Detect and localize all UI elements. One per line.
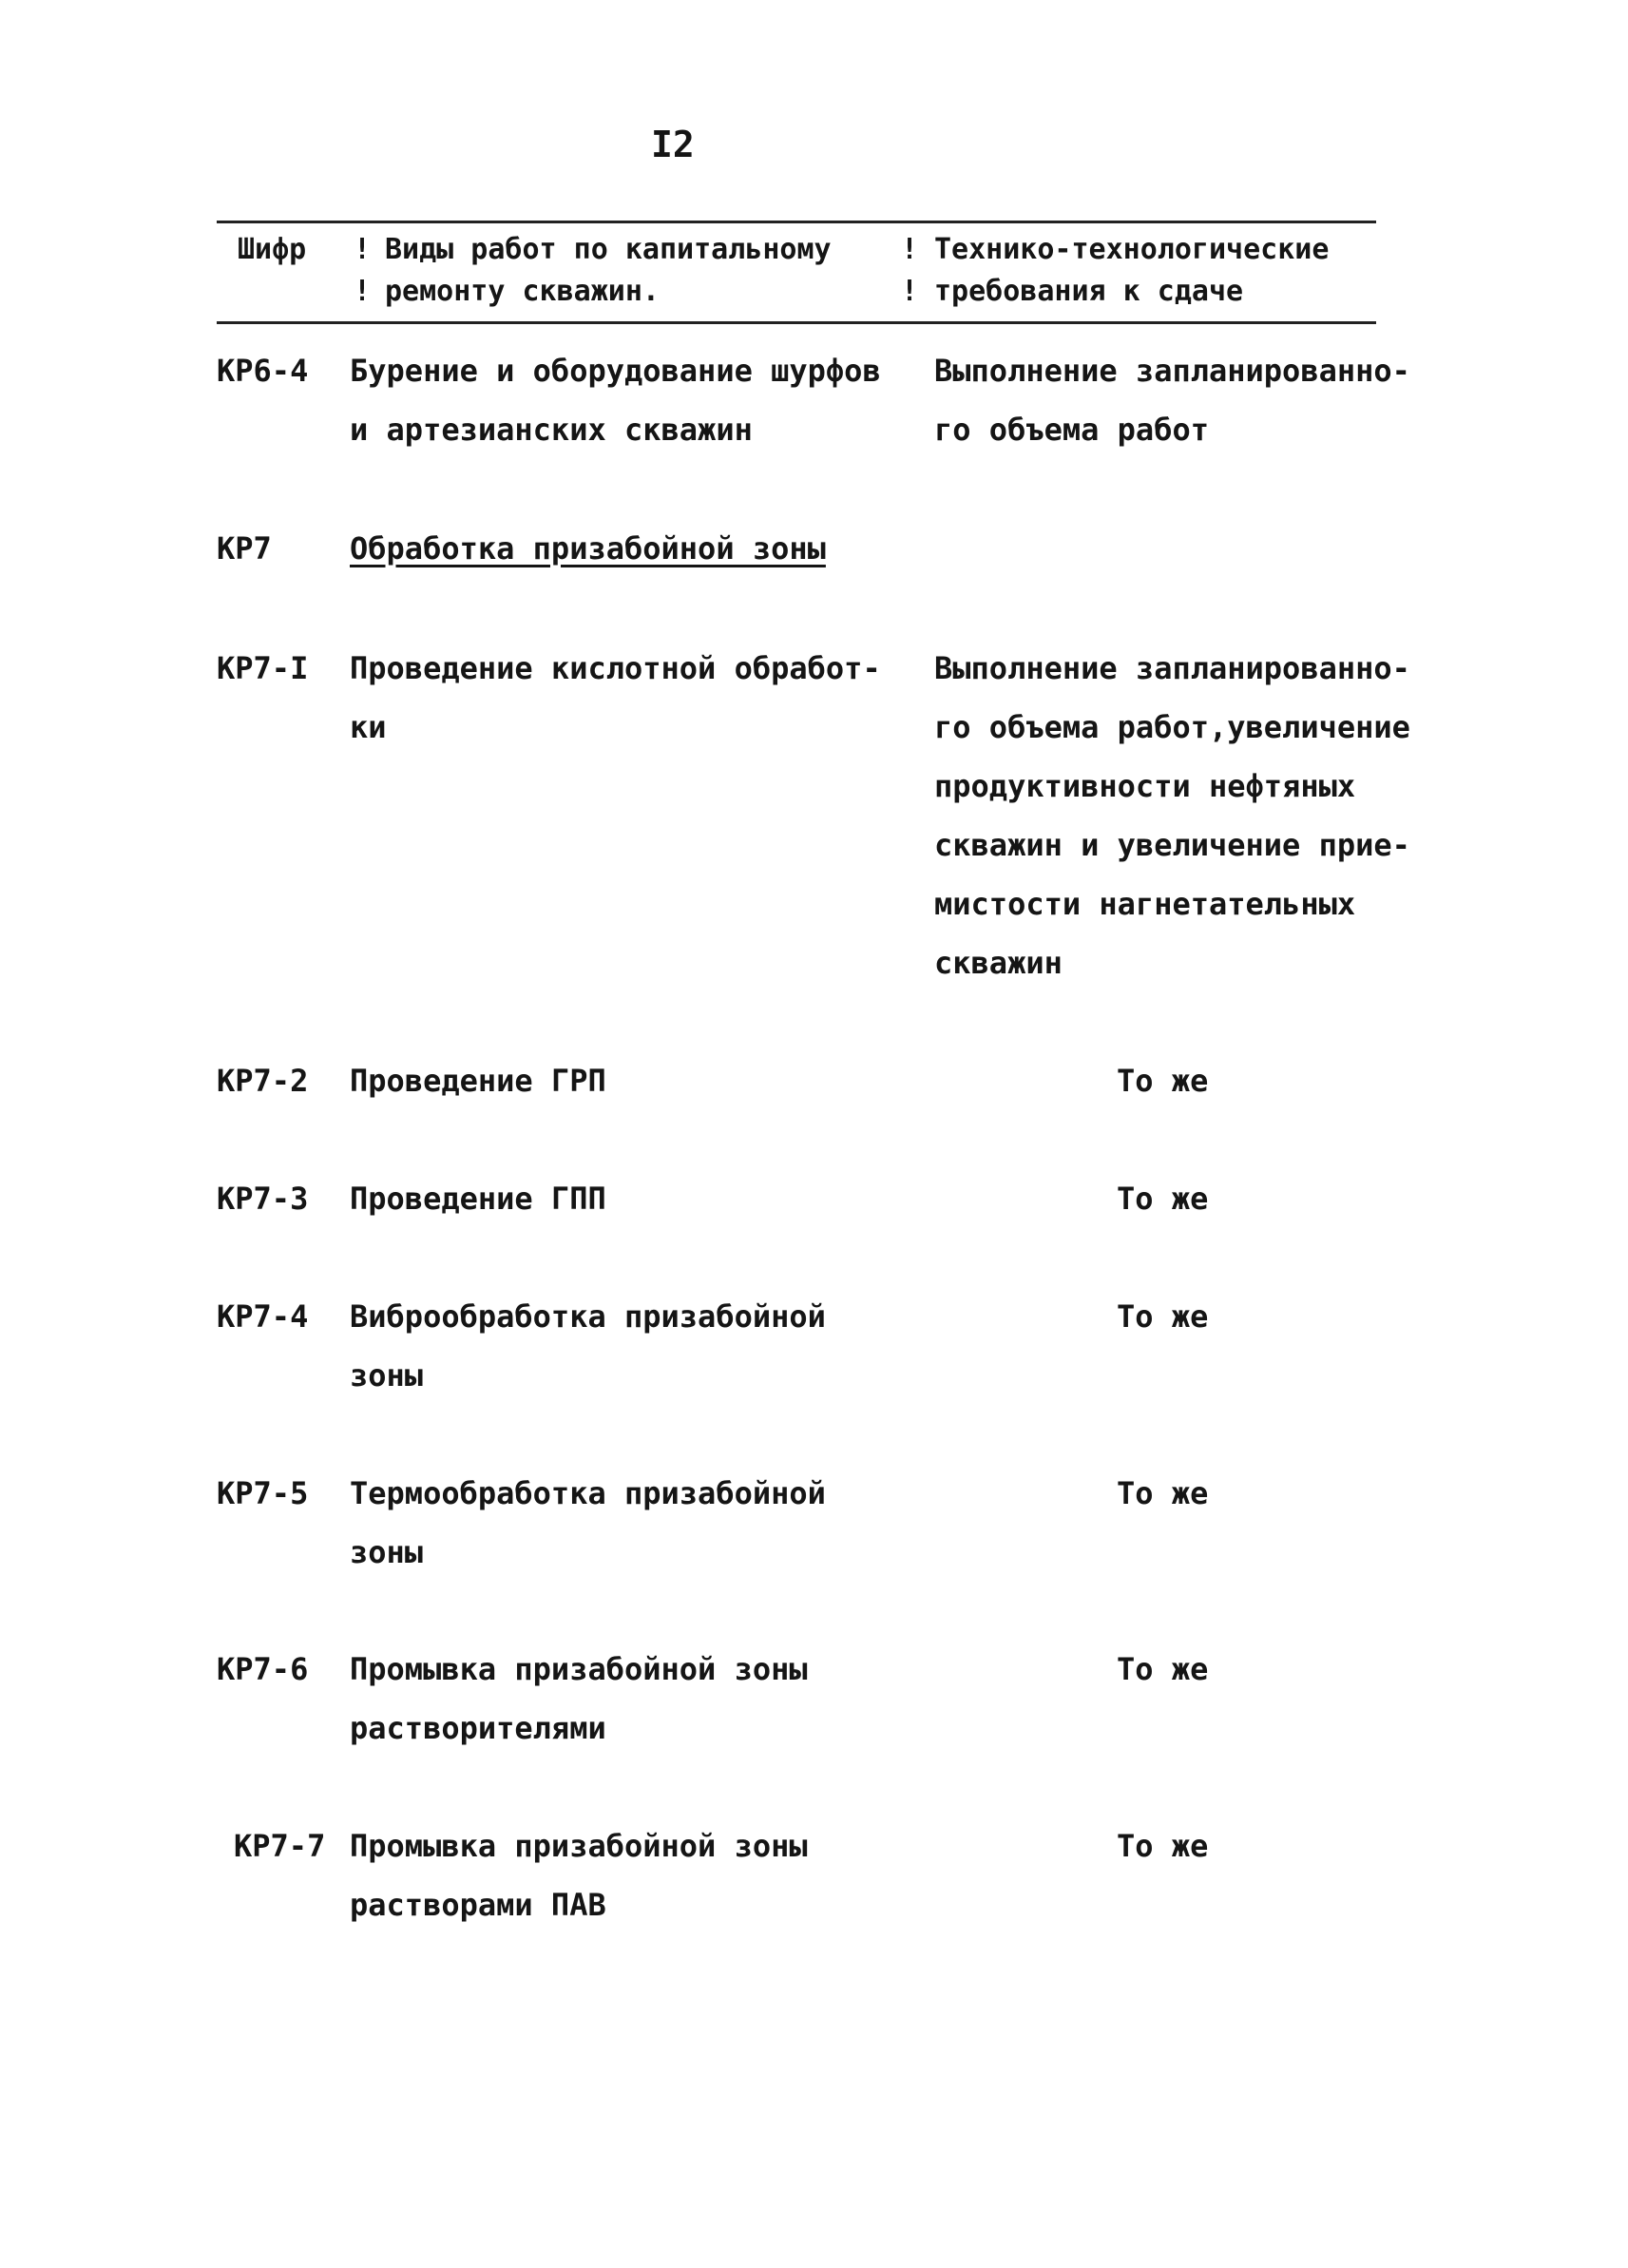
row-work [350, 1169, 920, 1228]
header-work-line2: ремонту скважин. [385, 275, 660, 308]
row-requirements [934, 341, 1466, 459]
row-work-line: Проведение ГРП [350, 1063, 606, 1099]
row-requirements [1117, 1169, 1628, 1228]
row-work-line: и артезианских скважин [350, 412, 753, 448]
row-req-line: скважин и увеличение прие- [934, 827, 1410, 863]
row-work-line: Проведение кислотной обработ- [350, 650, 881, 686]
header-code: Шифр [238, 233, 307, 266]
row-code: КР7-I [217, 650, 309, 686]
row-req-line: мистости нагнетательных [934, 886, 1356, 922]
row-work-line: Промывка призабойной зоны [350, 1828, 808, 1864]
row-work [350, 1464, 920, 1582]
section-heading: Обработка призабойной зоны [350, 530, 826, 567]
row-req-line: То же [1117, 1651, 1209, 1687]
row-work-line: Промывка призабойной зоны [350, 1651, 808, 1687]
row-req-line: То же [1117, 1475, 1209, 1511]
table-top-rule [217, 221, 1376, 223]
row-code: КР7-5 [217, 1475, 309, 1511]
header-separator: ! [354, 275, 372, 308]
row-code: КР7-4 [217, 1298, 309, 1335]
row-req-line: продуктивности нефтяных [934, 768, 1356, 804]
row-work [350, 1816, 920, 1934]
row-work [350, 639, 920, 757]
row-req-line: скважин [934, 945, 1063, 981]
row-work [350, 1051, 920, 1110]
row-requirements [1117, 1287, 1628, 1346]
row-req-line: То же [1117, 1063, 1209, 1099]
table-header-bottom-rule [217, 321, 1376, 324]
row-code: КР7 [217, 530, 272, 567]
header-work-line1: Виды работ по капитальному [385, 233, 832, 266]
row-req-line: Выполнение запланированно- [934, 650, 1410, 686]
row-code: КР7-2 [217, 1063, 309, 1099]
row-work-line: зоны [350, 1534, 424, 1570]
row-requirements [934, 639, 1466, 992]
row-requirements [1117, 1640, 1628, 1699]
row-requirements [1117, 1051, 1628, 1110]
row-work [350, 519, 920, 578]
row-work-line: растворителями [350, 1710, 606, 1746]
row-code: КР7-3 [217, 1181, 309, 1217]
header-separator: ! [901, 233, 919, 266]
row-work-line: зоны [350, 1357, 424, 1393]
row-work [350, 341, 920, 459]
header-req-line2: требования к сдаче [934, 275, 1244, 308]
row-req-line: То же [1117, 1298, 1209, 1335]
row-code: КР6-4 [217, 353, 309, 389]
row-work-line: Виброобработка призабойной [350, 1298, 826, 1335]
header-req-line1: Технико-технологические [934, 233, 1330, 266]
header-separator: ! [354, 233, 372, 266]
row-work-line: ки [350, 709, 387, 745]
row-work [350, 1287, 920, 1405]
page-number: I2 [651, 124, 695, 165]
row-req-line: Выполнение запланированно- [934, 353, 1410, 389]
row-work-line: Бурение и оборудование шурфов [350, 353, 881, 389]
row-code: КР7-6 [217, 1651, 309, 1687]
row-work-line: Проведение ГПП [350, 1181, 606, 1217]
row-req-line: го объема работ,увеличение [934, 709, 1410, 745]
row-work-line: растворами ПАВ [350, 1887, 606, 1923]
row-requirements [1117, 1816, 1628, 1875]
header-separator: ! [901, 275, 919, 308]
row-req-line: го объема работ [934, 412, 1209, 448]
row-code: КР7-7 [234, 1828, 326, 1864]
row-work-line: Термообработка призабойной [350, 1475, 826, 1511]
row-requirements [1117, 1464, 1628, 1523]
row-req-line: То же [1117, 1828, 1209, 1864]
row-work [350, 1640, 920, 1758]
row-req-line: То же [1117, 1181, 1209, 1217]
